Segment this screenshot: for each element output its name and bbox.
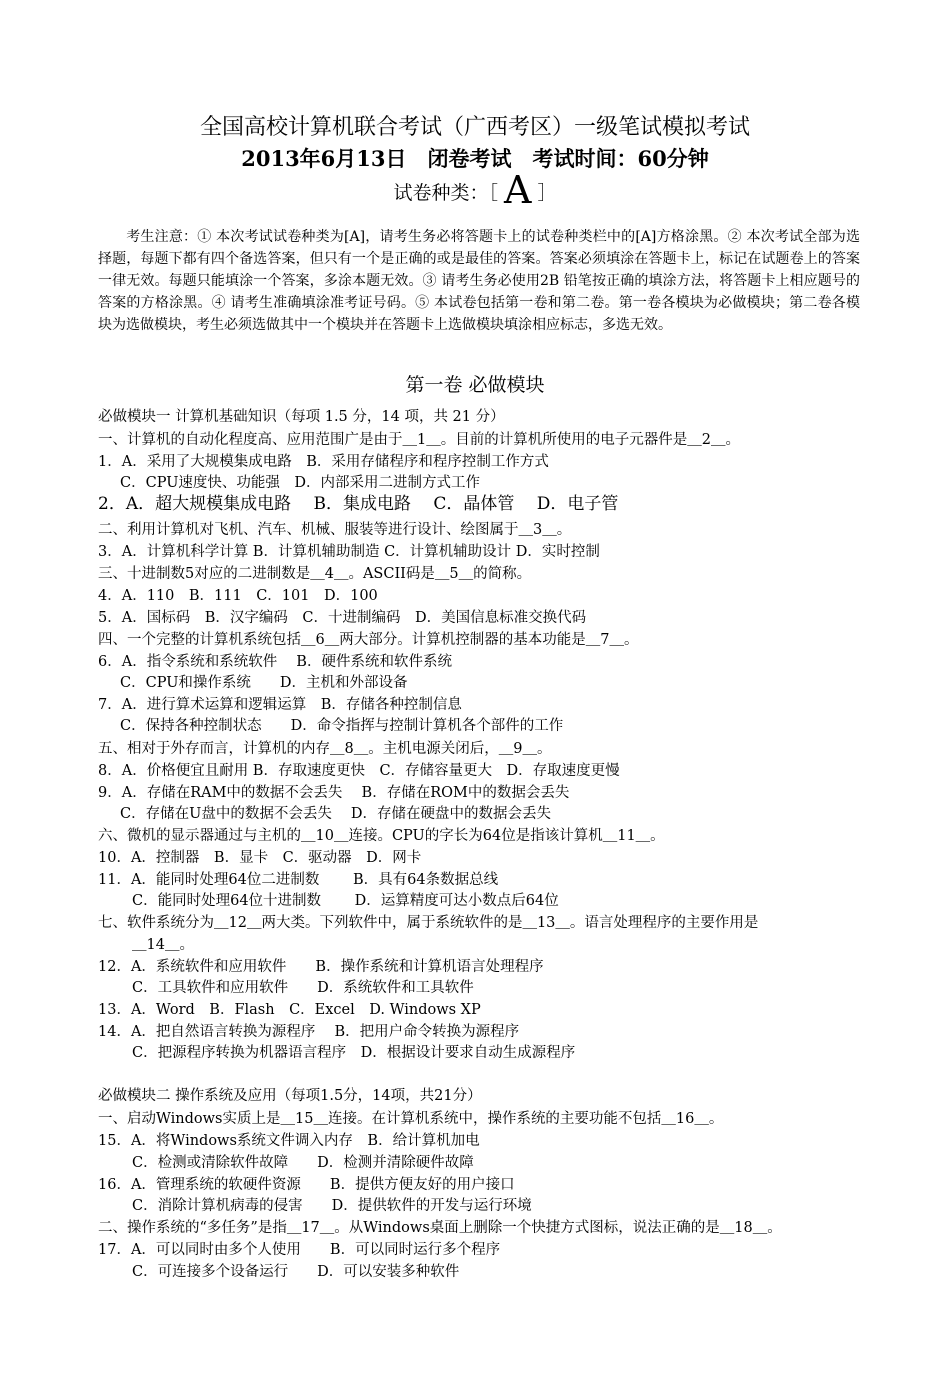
question-line: 必做模块二 操作系统及应用（每项1.5分，14项，共21分） xyxy=(98,1088,482,1104)
question-line: 16．A．管理系统的软硬件资源 B．提供方便友好的用户接口 xyxy=(98,1177,515,1193)
question-line: 11．A．能同时处理64位二进制数 B．具有64条数据总线 xyxy=(98,872,499,888)
question-line: 五、相对于外存而言，计算机的内存＿8＿。主机电源关闭后，＿9＿。 xyxy=(98,741,552,757)
question-line: C．检测或清除软件故障 D．检测并清除硬件故障 xyxy=(132,1155,474,1171)
question-line: 1．A．采用了大规模集成电路 B．采用存储程序和程序控制工作方式 xyxy=(98,454,549,470)
paper-type-close: ］ xyxy=(537,182,557,204)
exam-subtitle: 2013年6月13日 闭卷考试 考试时间：60分钟 xyxy=(241,146,709,171)
question-line: 一、计算机的自动化程度高、应用范围广是由于＿1＿。目前的计算机所使用的电子元器件是＿2＿。 xyxy=(98,432,740,448)
question-line: C．CPU速度快、功能强 D．内部采用二进制方式工作 xyxy=(120,475,481,491)
question-line: 17．A．可以同时由多个人使用 B．可以同时运行多个程序 xyxy=(98,1242,501,1258)
question-line: 必做模块一 计算机基础知识（每项 1.5 分，14 项，共 21 分） xyxy=(98,409,505,425)
question-line: 六、微机的显示器通过与主机的＿10＿连接。CPU的字长为64位是指该计算机＿11＿。 xyxy=(98,828,665,844)
question-line: 13．A．Word B．Flash C．Excel D. Windows XP xyxy=(98,1002,481,1018)
question-line: 12．A．系统软件和应用软件 B．操作系统和计算机语言处理程序 xyxy=(98,959,544,975)
question-line: ＿14＿。 xyxy=(132,937,194,953)
question-line: 5．A．国标码 B．汉字编码 C．十进制编码 D．美国信息标准交换代码 xyxy=(98,610,587,626)
question-line: 15．A．将Windows系统文件调入内存 B．给计算机加电 xyxy=(98,1133,480,1149)
question-line: 4．A．110 B．111 C．101 D．100 xyxy=(98,588,378,604)
question-line: 三、十进制数5对应的二进制数是＿4＿。ASCII码是＿5＿的简称。 xyxy=(98,566,532,582)
question-line: 14．A．把自然语言转换为源程序 B．把用户命令转换为源程序 xyxy=(98,1024,520,1040)
question-line: 二、利用计算机对飞机、汽车、机械、服装等进行设计、绘图属于＿3＿。 xyxy=(98,522,572,538)
question-line: 7．A．进行算术运算和逻辑运算 B．存储各种控制信息 xyxy=(98,697,462,713)
question-line: 3．A．计算机科学计算 B．计算机辅助制造 C．计算机辅助设计 D．实时控制 xyxy=(98,544,600,560)
question-line: C．可连接多个设备运行 D．可以安装多种软件 xyxy=(132,1264,460,1280)
paper-type-value: A xyxy=(504,168,532,212)
question-line: C．CPU和操作系统 D．主机和外部设备 xyxy=(120,675,408,691)
question-line: C．能同时处理64位十进制数 D．运算精度可达小数点后64位 xyxy=(132,893,559,909)
question-line: 四、一个完整的计算机系统包括＿6＿两大部分。计算机控制器的基本功能是＿7＿。 xyxy=(98,632,639,648)
question-line: C．保持各种控制状态 D．命令指挥与控制计算机各个部件的工作 xyxy=(120,718,564,734)
paper-type-label: 试卷种类：［ xyxy=(393,182,499,204)
question-line: 七、软件系统分为＿12＿两大类。下列软件中，属于系统软件的是＿13＿。语言处理程序的主要作用是 xyxy=(98,915,759,931)
question-line: 9．A．存储在RAM中的数据不会丢失 B．存储在ROM中的数据会丢失 xyxy=(98,785,570,801)
question-line: C．消除计算机病毒的侵害 D．提供软件的开发与运行环境 xyxy=(132,1198,532,1214)
section-title: 第一卷 必做模块 xyxy=(405,374,545,396)
notice-text: 考生注意：① 本次考试试卷种类为[A]，请考生务必将答题卡上的试卷种类栏中的[A]方格涂黑。② 本次考试全部为选择题，每题下都有四个备选答案，但只有一个是正确的或是最佳的答案。答案必须填涂在答题卡上，标记在试题卷上的答案一律无效。每题只能填涂一个答案，多涂本题无效。③ 请考生务必使用2B 铅笔按正确的填涂方法，将答题卡上相应题号的答案的方格涂黑。④ 请考生准确填涂准考证号码。⑤ 本试卷包括第一卷和第二卷。第一卷各模块为必做模块；第二卷各模块为选做模块，考生必须选做其中一个模块并在答题卡上选做模块填涂相应标志，多选无效。 xyxy=(98,229,860,333)
question-line: 6．A．指令系统和系统软件 B．硬件系统和软件系统 xyxy=(98,654,452,670)
paper-type xyxy=(0,168,950,212)
question-line: 二、操作系统的“多任务”是指＿17＿。从Windows桌面上删除一个快捷方式图标，说法正确的是＿18＿。 xyxy=(98,1220,782,1236)
exam-title: 全国高校计算机联合考试（广西考区）一级笔试模拟考试 xyxy=(199,115,750,140)
question-line: 10．A．控制器 B．显卡 C．驱动器 D．网卡 xyxy=(98,850,422,866)
question-line: 一、启动Windows实质上是＿15＿连接。在计算机系统中，操作系统的主要功能不包括＿16＿。 xyxy=(98,1111,724,1127)
exam-notice xyxy=(98,226,860,336)
question-line: C．存储在U盘中的数据不会丢失 D．存储在硬盘中的数据会丢失 xyxy=(120,806,552,822)
question-line: 2．A．超大规模集成电路 B．集成电路 C．晶体管 D．电子管 xyxy=(98,494,619,514)
question-line: C．把源程序转换为机器语言程序 D．根据设计要求自动生成源程序 xyxy=(132,1045,576,1061)
question-line: C．工具软件和应用软件 D．系统软件和工具软件 xyxy=(132,980,474,996)
question-line: 8．A．价格便宜且耐用 B．存取速度更快 C．存储容量更大 D．存取速度更慢 xyxy=(98,763,620,779)
